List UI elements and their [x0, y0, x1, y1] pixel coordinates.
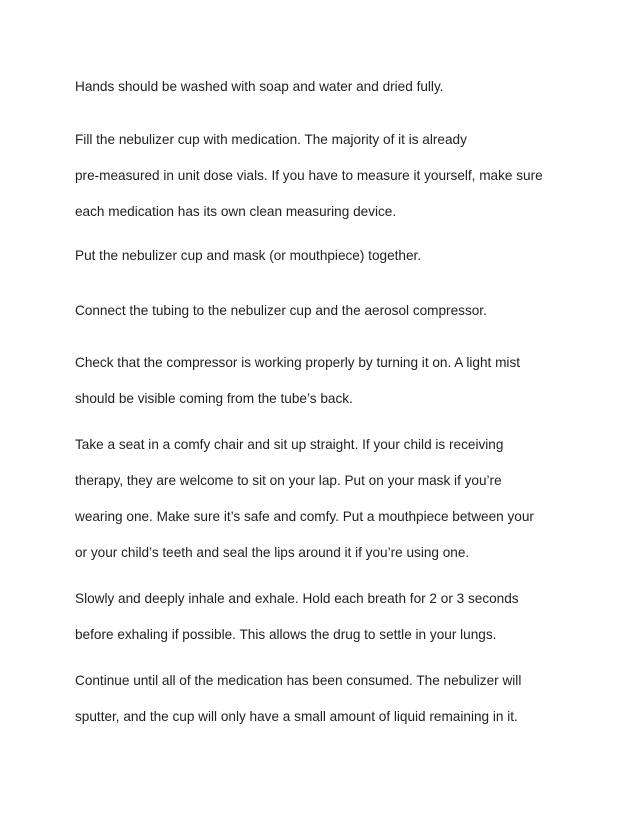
- text-line: Slowly and deeply inhale and exhale. Hold each breath for 2 or 3 seconds: [75, 591, 519, 606]
- text-line: Fill the nebulizer cup with medication. The majority of it is already: [75, 132, 467, 147]
- text-line: therapy, they are welcome to sit on your lap. Put on your mask if you’re: [75, 473, 502, 488]
- paragraph-continue: [75, 663, 575, 735]
- paragraph-assemble-mask: [75, 238, 575, 274]
- text-line: wearing one. Make sure it’s safe and comfy. Put a mouthpiece between your: [75, 509, 534, 524]
- text-line: before exhaling if possible. This allows the drug to settle in your lungs.: [75, 627, 497, 642]
- text-line: Put the nebulizer cup and mask (or mouthpiece) together.: [75, 248, 422, 263]
- paragraph-sit-position: [75, 427, 575, 571]
- text-line: pre-measured in unit dose vials. If you have to measure it yourself, make sure: [75, 168, 543, 183]
- text-line: Check that the compressor is working properly by turning it on. A light mist: [75, 355, 521, 370]
- paragraph-check-compressor: [75, 345, 575, 417]
- text-line: or your child’s teeth and seal the lips around it if you’re using one.: [75, 545, 470, 560]
- text-line: Connect the tubing to the nebulizer cup and the aerosol compressor.: [75, 303, 487, 318]
- paragraph-fill-cup: [75, 122, 575, 230]
- paragraph-connect-tubing: [75, 293, 575, 329]
- text-line: should be visible coming from the tube’s back.: [75, 391, 353, 406]
- text-line: sputter, and the cup will only have a small amount of liquid remaining in it.: [75, 709, 518, 724]
- text-line: Hands should be washed with soap and water and dried fully.: [75, 79, 444, 94]
- paragraph-breathe: [75, 581, 575, 653]
- text-line: Take a seat in a comfy chair and sit up straight. If your child is receiving: [75, 437, 504, 452]
- text-line: Continue until all of the medication has been consumed. The nebulizer will: [75, 673, 522, 688]
- text-line: each medication has its own clean measuring device.: [75, 204, 397, 219]
- paragraph-wash-hands: [75, 69, 575, 105]
